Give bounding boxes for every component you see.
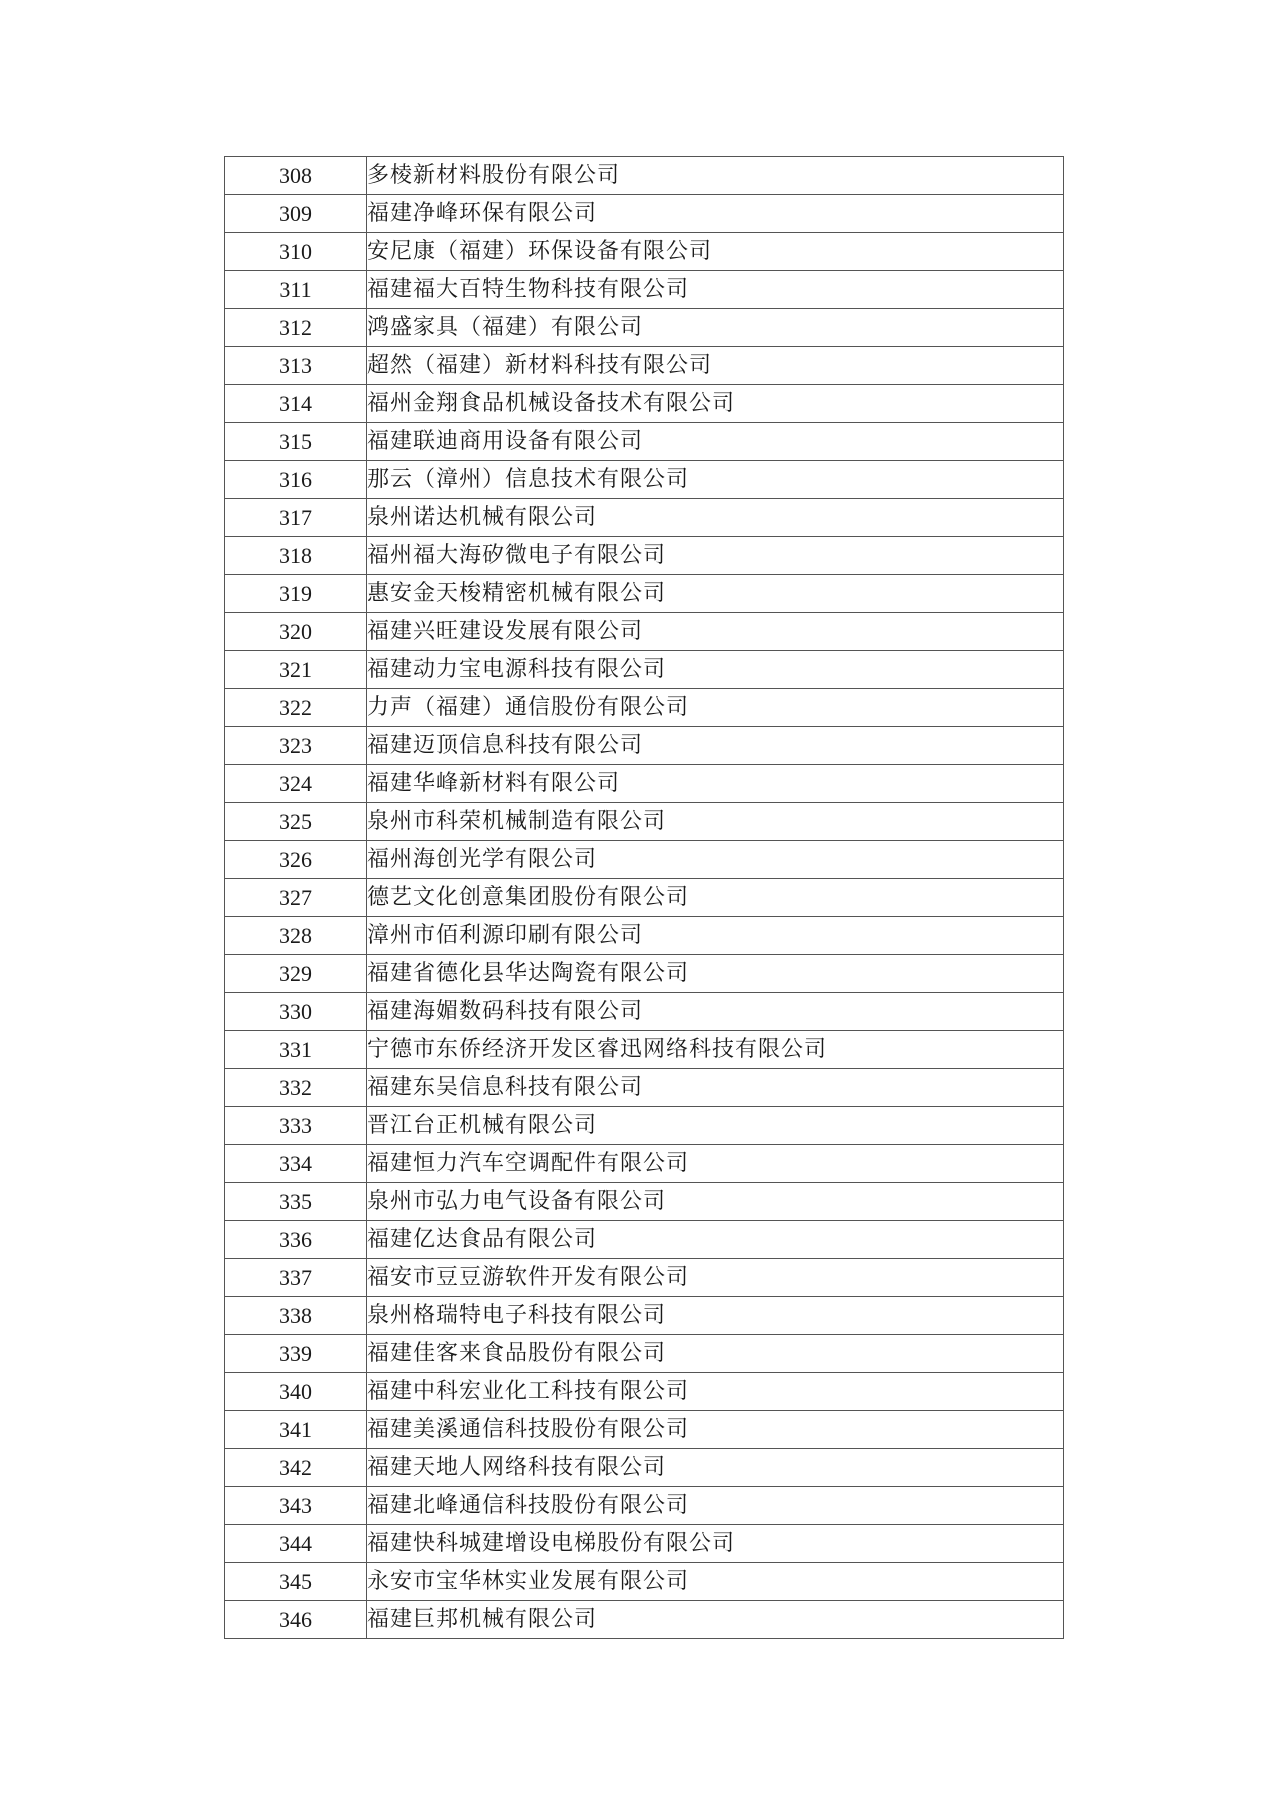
company-name-cell: 惠安金天梭精密机械有限公司 — [367, 575, 1064, 613]
row-number-cell: 326 — [225, 841, 367, 879]
company-name-cell: 力声（福建）通信股份有限公司 — [367, 689, 1064, 727]
table-body — [225, 157, 1064, 1639]
company-name-cell: 福建巨邦机械有限公司 — [367, 1601, 1064, 1639]
table-row — [225, 537, 1064, 575]
row-number-cell: 327 — [225, 879, 367, 917]
row-number-cell: 314 — [225, 385, 367, 423]
company-name-cell: 福建动力宝电源科技有限公司 — [367, 651, 1064, 689]
row-number-cell: 331 — [225, 1031, 367, 1069]
table-row — [225, 917, 1064, 955]
table-row — [225, 1601, 1064, 1639]
row-number-cell: 345 — [225, 1563, 367, 1601]
table-row — [225, 1373, 1064, 1411]
row-number-cell: 330 — [225, 993, 367, 1031]
company-name-cell: 福州金翔食品机械设备技术有限公司 — [367, 385, 1064, 423]
row-number-cell: 316 — [225, 461, 367, 499]
row-number-cell: 333 — [225, 1107, 367, 1145]
row-number-cell: 332 — [225, 1069, 367, 1107]
company-name-cell: 福建快科城建增设电梯股份有限公司 — [367, 1525, 1064, 1563]
table-row — [225, 1411, 1064, 1449]
row-number-cell: 337 — [225, 1259, 367, 1297]
row-number-cell: 312 — [225, 309, 367, 347]
table-row — [225, 841, 1064, 879]
table-row — [225, 1069, 1064, 1107]
row-number-cell: 328 — [225, 917, 367, 955]
row-number-cell: 308 — [225, 157, 367, 195]
table-row — [225, 1145, 1064, 1183]
row-number-cell: 341 — [225, 1411, 367, 1449]
company-name-cell: 福建华峰新材料有限公司 — [367, 765, 1064, 803]
table-row — [225, 233, 1064, 271]
row-number-cell: 323 — [225, 727, 367, 765]
company-name-cell: 鸿盛家具（福建）有限公司 — [367, 309, 1064, 347]
row-number-cell: 329 — [225, 955, 367, 993]
company-name-cell: 宁德市东侨经济开发区睿迅网络科技有限公司 — [367, 1031, 1064, 1069]
company-name-cell: 福建北峰通信科技股份有限公司 — [367, 1487, 1064, 1525]
company-name-cell: 福建省德化县华达陶瓷有限公司 — [367, 955, 1064, 993]
company-name-cell: 福建佳客来食品股份有限公司 — [367, 1335, 1064, 1373]
company-name-cell: 福建天地人网络科技有限公司 — [367, 1449, 1064, 1487]
row-number-cell: 322 — [225, 689, 367, 727]
company-name-cell: 泉州格瑞特电子科技有限公司 — [367, 1297, 1064, 1335]
table-row — [225, 689, 1064, 727]
table-row — [225, 1259, 1064, 1297]
row-number-cell: 324 — [225, 765, 367, 803]
company-name-cell: 福安市豆豆游软件开发有限公司 — [367, 1259, 1064, 1297]
company-name-cell: 福建联迪商用设备有限公司 — [367, 423, 1064, 461]
row-number-cell: 343 — [225, 1487, 367, 1525]
table-row — [225, 347, 1064, 385]
company-name-cell: 福建中科宏业化工科技有限公司 — [367, 1373, 1064, 1411]
company-name-cell: 永安市宝华林实业发展有限公司 — [367, 1563, 1064, 1601]
table-row — [225, 1449, 1064, 1487]
row-number-cell: 318 — [225, 537, 367, 575]
company-name-cell: 福建东吴信息科技有限公司 — [367, 1069, 1064, 1107]
table-row — [225, 1183, 1064, 1221]
company-name-cell: 安尼康（福建）环保设备有限公司 — [367, 233, 1064, 271]
row-number-cell: 319 — [225, 575, 367, 613]
company-name-cell: 福建福大百特生物科技有限公司 — [367, 271, 1064, 309]
company-name-cell: 福建恒力汽车空调配件有限公司 — [367, 1145, 1064, 1183]
table-row — [225, 499, 1064, 537]
row-number-cell: 325 — [225, 803, 367, 841]
company-name-cell: 福建兴旺建设发展有限公司 — [367, 613, 1064, 651]
row-number-cell: 342 — [225, 1449, 367, 1487]
company-list-table — [224, 156, 1064, 1639]
table-row — [225, 575, 1064, 613]
row-number-cell: 334 — [225, 1145, 367, 1183]
table-row — [225, 955, 1064, 993]
row-number-cell: 338 — [225, 1297, 367, 1335]
company-name-cell: 德艺文化创意集团股份有限公司 — [367, 879, 1064, 917]
row-number-cell: 317 — [225, 499, 367, 537]
company-name-cell: 福州海创光学有限公司 — [367, 841, 1064, 879]
table-row — [225, 195, 1064, 233]
row-number-cell: 344 — [225, 1525, 367, 1563]
table-row — [225, 385, 1064, 423]
company-name-cell: 福州福大海矽微电子有限公司 — [367, 537, 1064, 575]
row-number-cell: 336 — [225, 1221, 367, 1259]
company-name-cell: 福建亿达食品有限公司 — [367, 1221, 1064, 1259]
row-number-cell: 321 — [225, 651, 367, 689]
table-row — [225, 271, 1064, 309]
company-name-cell: 福建迈顶信息科技有限公司 — [367, 727, 1064, 765]
company-name-cell: 多棱新材料股份有限公司 — [367, 157, 1064, 195]
company-name-cell: 福建美溪通信科技股份有限公司 — [367, 1411, 1064, 1449]
row-number-cell: 340 — [225, 1373, 367, 1411]
table-row — [225, 309, 1064, 347]
company-name-cell: 福建海媚数码科技有限公司 — [367, 993, 1064, 1031]
row-number-cell: 311 — [225, 271, 367, 309]
table-row — [225, 1031, 1064, 1069]
row-number-cell: 313 — [225, 347, 367, 385]
table-row — [225, 879, 1064, 917]
row-number-cell: 320 — [225, 613, 367, 651]
company-name-cell: 那云（漳州）信息技术有限公司 — [367, 461, 1064, 499]
table-row — [225, 765, 1064, 803]
table-row — [225, 803, 1064, 841]
company-name-cell: 漳州市佰利源印刷有限公司 — [367, 917, 1064, 955]
row-number-cell: 346 — [225, 1601, 367, 1639]
table-row — [225, 651, 1064, 689]
company-name-cell: 晋江台正机械有限公司 — [367, 1107, 1064, 1145]
table-row — [225, 1335, 1064, 1373]
table-row — [225, 1297, 1064, 1335]
table-row — [225, 1563, 1064, 1601]
table-row — [225, 423, 1064, 461]
company-name-cell: 泉州市科荣机械制造有限公司 — [367, 803, 1064, 841]
company-name-cell: 泉州市弘力电气设备有限公司 — [367, 1183, 1064, 1221]
table-row — [225, 993, 1064, 1031]
table-row — [225, 1487, 1064, 1525]
row-number-cell: 310 — [225, 233, 367, 271]
table-row — [225, 727, 1064, 765]
row-number-cell: 335 — [225, 1183, 367, 1221]
company-name-cell: 泉州诺达机械有限公司 — [367, 499, 1064, 537]
company-name-cell: 超然（福建）新材料科技有限公司 — [367, 347, 1064, 385]
table-row — [225, 157, 1064, 195]
table-row — [225, 1525, 1064, 1563]
table-row — [225, 1107, 1064, 1145]
row-number-cell: 339 — [225, 1335, 367, 1373]
row-number-cell: 315 — [225, 423, 367, 461]
row-number-cell: 309 — [225, 195, 367, 233]
company-name-cell: 福建净峰环保有限公司 — [367, 195, 1064, 233]
table-row — [225, 1221, 1064, 1259]
table-row — [225, 613, 1064, 651]
table-row — [225, 461, 1064, 499]
